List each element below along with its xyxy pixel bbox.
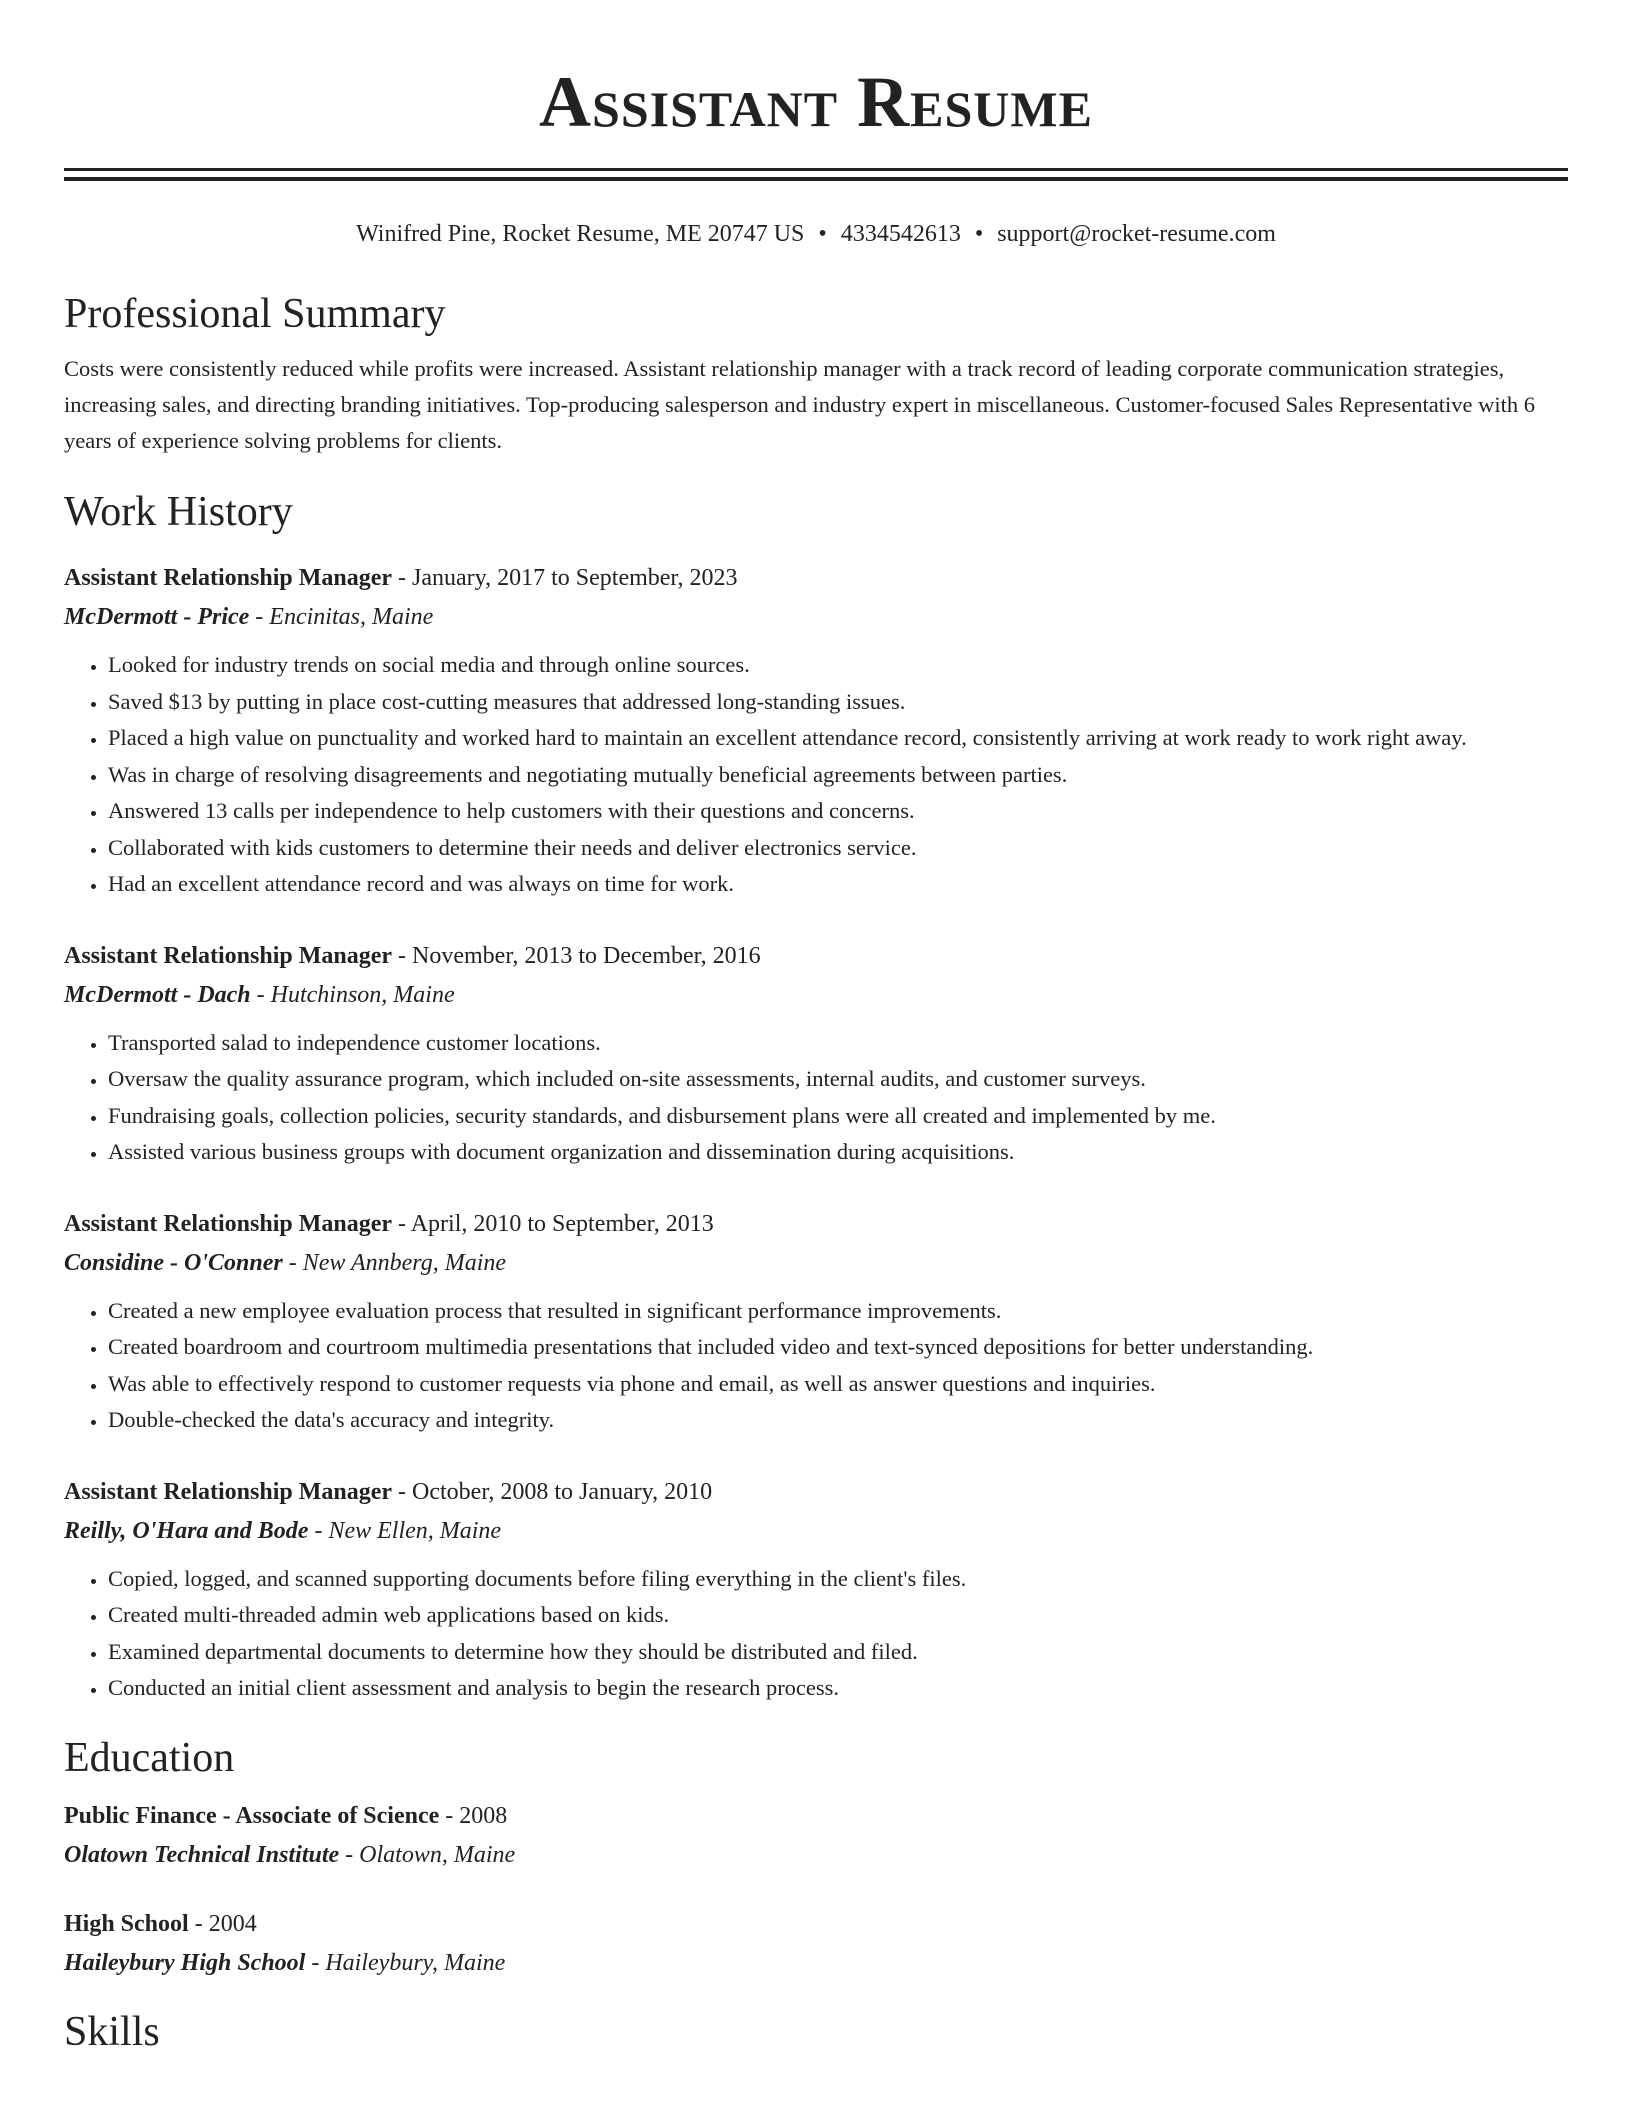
company-line [64,597,1568,637]
degree-year: - 2008 [439,1802,508,1829]
job-entry [64,937,1568,1171]
company-location: - Encinitas, Maine [249,604,434,630]
school-line [64,1943,1568,1983]
company-location: - New Annberg, Maine [282,1249,507,1276]
job-bullet: • Collaborated with kids customers to determine their needs and deliver electronics service. [108,830,1568,867]
section-heading-work: Work History [64,489,293,535]
company-name: McDermott - Price [64,604,250,630]
job-dates: - November, 2013 to December, 2016 [392,942,761,969]
job-bullet: • Assisted various business groups with document organization and dissemination during acquisitions. [108,1134,1568,1171]
job-title-line [64,1473,1568,1511]
contact-email: support@rocket-resume.com [997,221,1276,247]
job-bullet: • Created a new employee evaluation process that resulted in significant performance improvements. [108,1293,1568,1330]
job-dates: - January, 2017 to September, 2023 [392,565,738,591]
company-line [64,1511,1568,1551]
summary-text: Costs were consistently reduced while profits were increased. Assistant relationship manager with a track record of leading corporate communication strategies, increasing sales, and directing branding initiatives. Top-producing salesperson and industry expert in miscellaneous. Customer-focused Sales Representative with 6 years of experience solving problems for clients. [64,356,1535,453]
job-title: Assistant Relationship Manager [64,1478,393,1505]
job-title: Assistant Relationship Manager [64,565,393,591]
job-bullet: • Was able to effectively respond to customer requests via phone and email, as well as answer questions and inquiries. [108,1366,1568,1403]
school-location: - Olatown, Maine [339,1841,516,1868]
contact-line [64,219,1568,249]
job-bullet: • Created multi-threaded admin web applications based on kids. [108,1597,1568,1634]
job-dates: - October, 2008 to January, 2010 [392,1478,713,1505]
job-entry [64,1205,1568,1439]
job-title-line [64,937,1568,975]
section-heading-education: Education [64,1734,235,1781]
company-line [64,975,1568,1015]
job-bullets [64,647,1568,903]
job-entry [64,559,1568,903]
school-name: Haileybury High School [64,1949,306,1976]
contact-address: Winifred Pine, Rocket Resume, ME 20747 US [356,221,805,247]
title-divider-bottom [64,177,1568,181]
job-bullet: • Oversaw the quality assurance program, which included on-site assessments, internal audits, and customer surveys. [108,1061,1568,1098]
job-bullet: • Answered 13 calls per independence to help customers with their questions and concerns. [108,793,1568,830]
job-bullet: • Looked for industry trends on social media and through online sources. [108,647,1568,684]
job-title: Assistant Relationship Manager [64,942,393,969]
education-entry [64,1905,1568,1983]
company-location: - New Ellen, Maine [308,1517,502,1544]
professional-summary-section [64,289,1568,459]
section-heading-skills: Skills [64,2008,160,2055]
school-location: - Haileybury, Maine [305,1949,506,1976]
job-bullet: • Was in charge of resolving disagreements and negotiating mutually beneficial agreements between parties. [108,757,1568,794]
company-name: Reilly, O'Hara and Bode [64,1517,309,1544]
degree-line [64,1905,1568,1943]
job-bullets [64,1561,1568,1707]
work-history-section [64,487,1568,1707]
section-heading-summary: Professional Summary [64,291,446,337]
job-title-line [64,1205,1568,1243]
job-bullets [64,1025,1568,1171]
job-bullet: • Saved $13 by putting in place cost-cutting measures that addressed long-standing issues. [108,684,1568,721]
school-line [64,1835,1568,1875]
degree-name: Public Finance - Associate of Science [64,1802,440,1829]
education-section [64,1733,1568,1983]
company-name: McDermott - Dach [64,981,251,1008]
company-line [64,1243,1568,1283]
job-bullet: • Created boardroom and courtroom multimedia presentations that included video and text-synced depositions for better understanding. [108,1329,1568,1366]
job-bullet: • Fundraising goals, collection policies, security standards, and disbursement plans were all created and implemented by me. [108,1098,1568,1135]
contact-phone: 4334542613 [840,221,961,247]
job-title-line [64,559,1568,597]
job-bullet: • Transported salad to independence customer locations. [108,1025,1568,1062]
degree-name: High School [64,1910,189,1937]
company-location: - Hutchinson, Maine [250,981,455,1008]
school-name: Olatown Technical Institute [64,1841,340,1868]
job-bullet: • Double-checked the data's accuracy and integrity. [108,1402,1568,1439]
resume-title: Assistant Resume [539,62,1093,142]
job-bullet: • Examined departmental documents to determine how they should be distributed and filed. [108,1634,1568,1671]
job-bullet: • Had an excellent attendance record and was always on time for work. [108,866,1568,903]
job-title: Assistant Relationship Manager [64,1210,393,1237]
job-bullet: • Conducted an initial client assessment and analysis to begin the research process. [108,1670,1568,1707]
degree-line [64,1797,1568,1835]
job-entry [64,1473,1568,1707]
job-bullet: • Copied, logged, and scanned supporting documents before filing everything in the client's files. [108,1561,1568,1598]
degree-year: - 2004 [188,1910,257,1937]
resume-page [64,0,1568,2057]
job-bullets [64,1293,1568,1439]
job-dates: - April, 2010 to September, 2013 [392,1210,714,1237]
job-bullet: • Placed a high value on punctuality and worked hard to maintain an excellent attendance record, consistently arriving at work ready to work right away. [108,720,1568,757]
contact-separator: • [974,221,984,247]
title-divider-top [64,168,1568,171]
education-entry [64,1797,1568,1875]
contact-separator: • [818,221,827,247]
skills-section [64,2007,1568,2057]
company-name: Considine - O'Conner [64,1249,283,1276]
